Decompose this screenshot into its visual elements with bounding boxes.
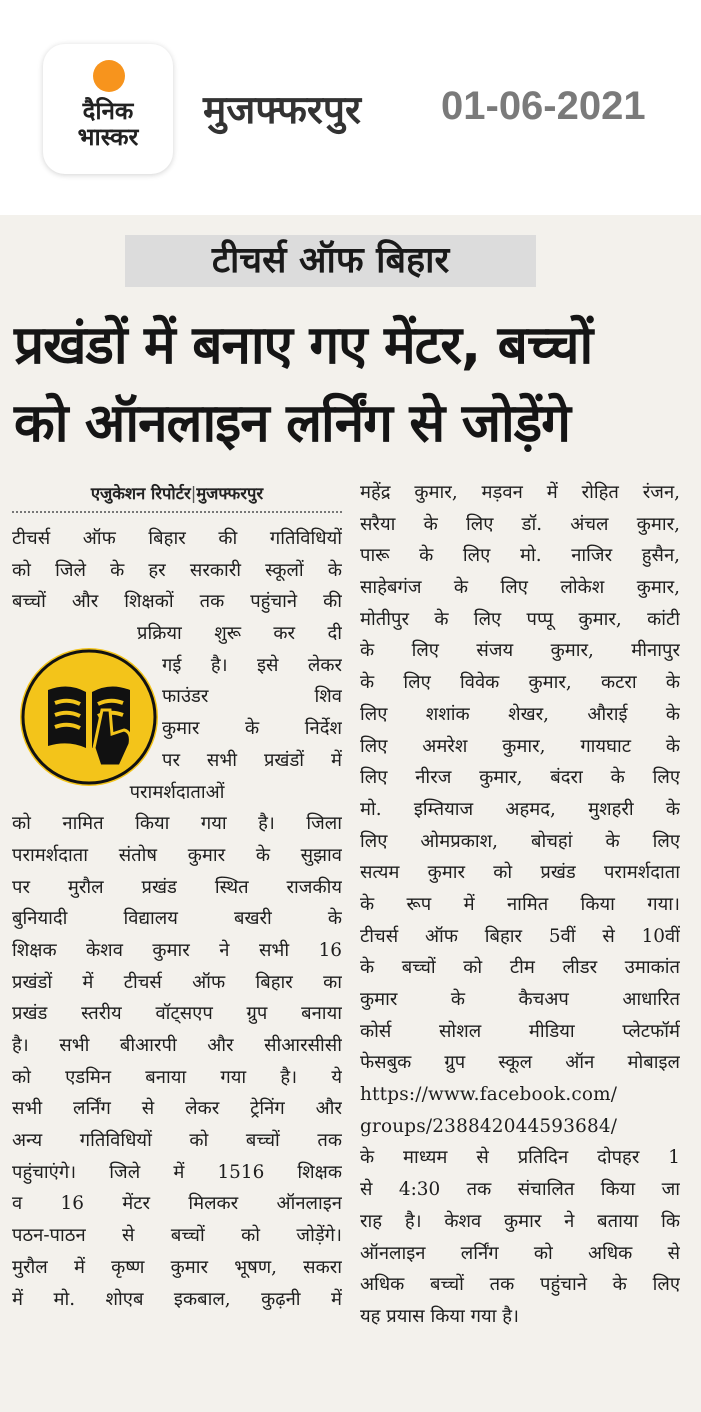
text-line: पठन-पाठन से बच्चों को जोड़ेंगे।	[12, 1225, 342, 1247]
text-line: गई है। इसे लेकर	[162, 654, 342, 676]
text-line: कोर्स सोशल मीडिया प्लेटफॉर्म	[360, 1020, 680, 1042]
text-line: अधिक बच्चों तक पहुंचाने के लिए	[360, 1274, 680, 1296]
text-line: पर सभी प्रखंडों में	[162, 749, 342, 771]
text-line: राह है। केशव कुमार ने बताया कि	[360, 1210, 680, 1232]
text-line: अन्य गतिविधियों को बच्चों तक	[12, 1130, 342, 1152]
edition-date: 01-06-2021	[441, 84, 646, 128]
text-line: है। सभी बीआरपी और सीआरसीसी	[12, 1035, 342, 1056]
text-line: पर मुरौल प्रखंड स्थित राजकीय	[12, 876, 342, 898]
text-line: लिए शशांक शेखर, औराई के	[360, 703, 680, 725]
text-line: प्रक्रिया शुरू कर दी	[137, 623, 342, 645]
text-line: टीचर्स ऑफ बिहार की गतिविधियों	[12, 528, 342, 549]
logo-line-2: भास्कर	[77, 123, 139, 151]
text-line: प्रखंड स्तरीय वॉट्सएप ग्रुप बनाया	[12, 1003, 342, 1025]
article-kicker: टीचर्स ऑफ बिहार	[125, 235, 536, 287]
text-line: साहेबगंज के लिए लोकेश कुमार,	[360, 577, 680, 599]
sun-icon	[93, 60, 125, 92]
text-line: बुनियादी विद्यालय बखरी के	[12, 908, 342, 930]
text-line: फाउंडर शिव	[162, 686, 342, 708]
logo-wordmark	[43, 98, 173, 150]
text-line: कुमार के निर्देश	[162, 718, 342, 740]
article-headline	[14, 307, 694, 463]
text-line: से 4:30 तक संचालित किया जा	[360, 1179, 680, 1201]
text-line: परामर्शदाताओं	[129, 781, 225, 803]
byline-divider	[12, 511, 342, 513]
text-line: पहुंचाएंगे। जिले में 1516 शिक्षक	[12, 1161, 342, 1183]
text-line: मुरौल में कृष्ण कुमार भूषण, सकरा	[12, 1256, 342, 1278]
byline-reporter: एजुकेशन रिपोर्टर	[90, 484, 191, 503]
text-line: मो. इम्तियाज अहमद, मुशहरी के	[360, 798, 680, 820]
text-line: के बच्चों को टीम लीडर उमाकांत	[360, 957, 680, 979]
text-line: के लिए विवेक कुमार, कटरा के	[360, 672, 680, 694]
text-line: को नामित किया गया है। जिला	[12, 813, 342, 835]
text-line: सत्यम कुमार को प्रखंड परामर्शदाता	[360, 862, 680, 884]
text-line: परामर्शदाता संतोष कुमार के सुझाव	[12, 844, 342, 866]
left-column	[12, 477, 342, 1315]
text-line: लिए नीरज कुमार, बंदरा के लिए	[360, 767, 680, 789]
book-reading-icon	[20, 648, 158, 786]
text-line: बच्चों और शिक्षकों तक पहुंचाने की	[12, 591, 342, 613]
text-line: सरैया के लिए डॉ. अंचल कुमार,	[360, 513, 680, 535]
text-line: सभी लर्निंग से लेकर ट्रेनिंग और	[12, 1098, 342, 1120]
text-line: यह प्रयास किया गया है।	[360, 1305, 519, 1327]
headline-line: प्रखंडों में बनाए गए मेंटर, बच्चों	[14, 315, 593, 376]
byline-city: मुजफ्फरपुर	[196, 484, 264, 503]
logo-line-1: दैनिक	[82, 97, 134, 125]
text-line: मोतीपुर के लिए पप्पू कुमार, कांटी	[360, 608, 680, 630]
text-line: शिक्षक केशव कुमार ने सभी 16	[12, 939, 342, 961]
icon-wrap-area	[12, 618, 342, 808]
edition-city: मुजफ्फरपुर	[203, 88, 361, 133]
text-line: फेसबुक ग्रुप स्कूल ऑन मोबाइल	[360, 1052, 680, 1074]
facebook-group-link[interactable]: groups/238842044593684/	[360, 1115, 618, 1137]
text-line: के माध्यम से प्रतिदिन दोपहर 1	[360, 1147, 680, 1169]
facebook-group-link[interactable]: https://www.facebook.com/	[360, 1084, 618, 1106]
header	[0, 0, 701, 215]
text-line: व 16 मेंटर मिलकर ऑनलाइन	[12, 1193, 342, 1215]
text-line: लिए ओमप्रकाश, बोचहां के लिए	[360, 830, 680, 852]
text-line: कुमार के कैचअप आधारित	[360, 989, 680, 1010]
text-line: लिए अमरेश कुमार, गायघाट के	[360, 735, 680, 757]
text-line: महेंद्र कुमार, मड़वन में रोहित रंजन,	[360, 482, 680, 503]
byline-separator: |	[190, 484, 197, 503]
text-line: प्रखंडों में टीचर्स ऑफ बिहार का	[12, 971, 342, 993]
text-line: को एडमिन बनाया गया है। ये	[12, 1066, 342, 1088]
text-line: के रूप में नामित किया गया।	[360, 893, 680, 915]
headline-line: को ऑनलाइन लर्निंग से जोड़ेंगे	[14, 393, 570, 454]
text-line: पारू के लिए मो. नाजिर हुसैन,	[360, 545, 680, 567]
text-line: के लिए संजय कुमार, मीनापुर	[360, 640, 680, 662]
right-column	[360, 477, 680, 1333]
dainik-bhaskar-logo[interactable]	[43, 44, 173, 174]
text-line: ऑनलाइन लर्निंग को अधिक से	[360, 1242, 680, 1264]
text-line: में मो. शोएब इकबाल, कुढ़नी में	[12, 1288, 342, 1310]
text-line: टीचर्स ऑफ बिहार 5वीं से 10वीं	[360, 925, 680, 947]
news-clipping	[0, 215, 701, 1412]
text-line: को जिले के हर सरकारी स्कूलों के	[12, 559, 342, 581]
byline	[12, 477, 342, 511]
